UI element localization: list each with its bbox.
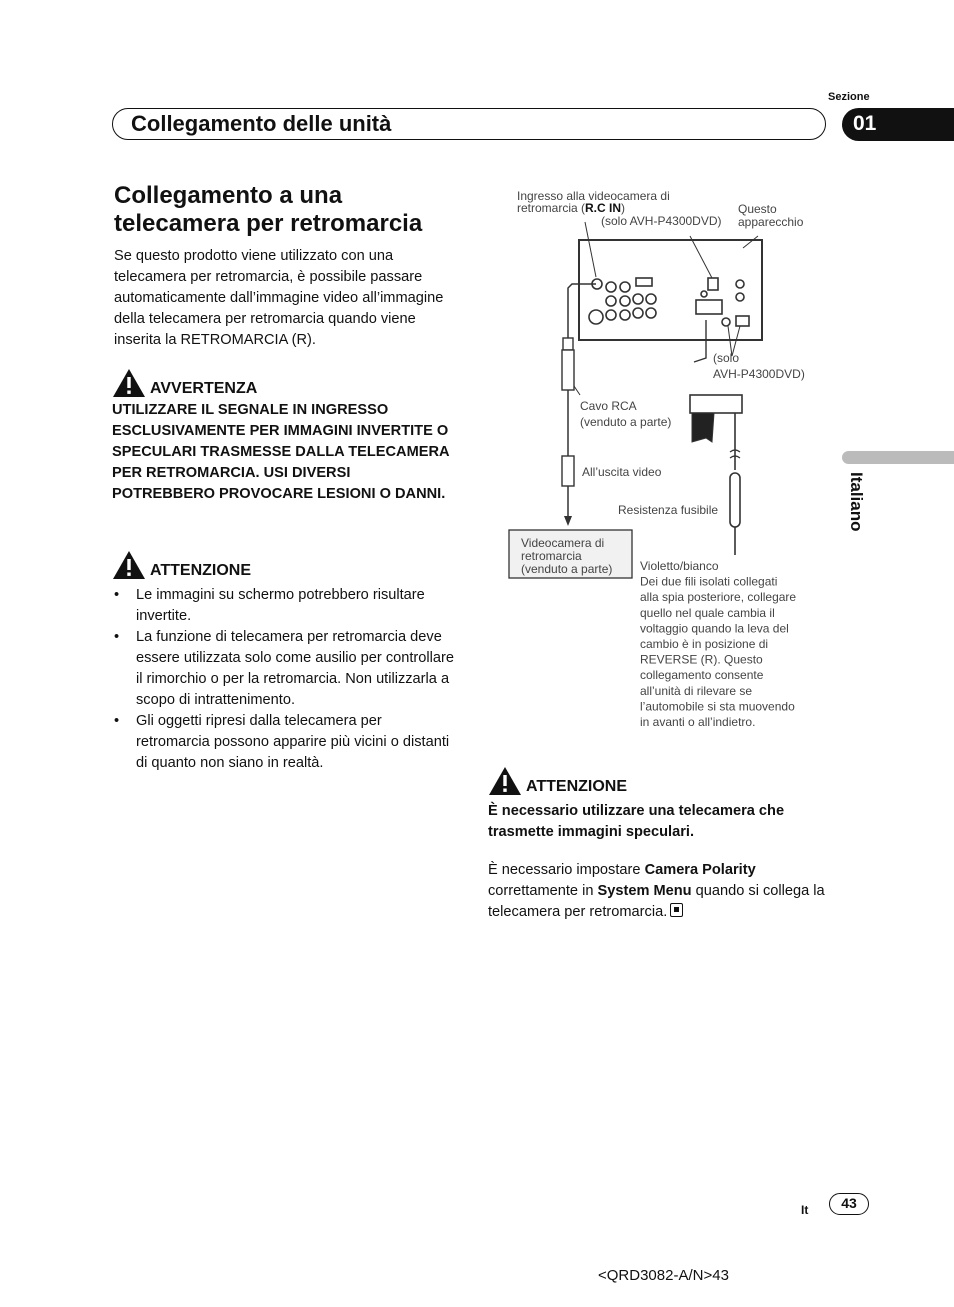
rc-input-label-2: retromarcia (R.C IN)	[517, 201, 626, 215]
head-unit-panel	[579, 240, 762, 340]
camera-polarity-term: Camera Polarity	[644, 862, 756, 878]
language-tab	[842, 451, 954, 464]
wire-line: collegamento consente	[640, 668, 764, 683]
end-of-section-icon	[670, 903, 683, 917]
language-code: It	[801, 1203, 809, 1217]
model-note-2: AVH-P4300DVD)	[713, 367, 805, 381]
page-title: Collegamento a una telecamera per retromarcia	[114, 182, 423, 237]
caution-text: È necessario utilizzare una telecamera che trasmette immagini speculari.	[488, 803, 785, 840]
unit-label: Questo	[738, 202, 777, 216]
wire-line: l’automobile si sta muovendo	[640, 699, 795, 714]
page-number: 43	[829, 1193, 869, 1215]
wire-line: REVERSE (R). Questo	[640, 652, 763, 667]
caution-triangle-icon	[488, 766, 522, 796]
wire-line: Violetto/bianco	[640, 559, 719, 573]
rca-cable-label: Cavo RCA	[580, 399, 637, 413]
wire-line: Dei due fili isolati collegati	[640, 574, 778, 589]
warning-block	[112, 368, 457, 505]
camera-label-3: (venduto a parte)	[521, 562, 613, 576]
model-note: (solo	[713, 351, 740, 365]
wire-line: all’unità di rilevare se	[640, 683, 753, 698]
intro-paragraph: Se questo prodotto viene utilizzato con una telecamera per retromarcia, è possibile passare automaticamente dall’immagine video all’immagine della telecamera per retromarcia quando viene inserita la RETROMARCIA (R).	[114, 248, 444, 348]
caution-item: • La funzione di telecamera per retromarcia deve essere utilizzata solo come ausilio per controllare il rimorchio o per la retromarcia. Non utilizzarla a scopo di intrattenimento.	[136, 627, 457, 711]
rc-input-label: Ingresso alla videocamera di	[517, 189, 670, 203]
caution-heading: ATTENZIONE	[150, 562, 252, 579]
warning-text: UTILIZZARE IL SEGNALE IN INGRESSO ESCLUSIVAMENTE PER IMMAGINI INVERTITE O SPECULARI TRASMESSE DALLA TELECAMERA PER RETROMARCIA. USI DIVERSI POTREBBERO PROVOCARE LESIONI O DANNI.	[112, 402, 450, 502]
wire-line: in avanti o all’indietro.	[640, 715, 756, 729]
rca-cable-label-2: (venduto a parte)	[580, 415, 672, 429]
language-label: Italiano	[847, 472, 866, 532]
wire-line: cambio è in posizione di	[640, 637, 769, 651]
document-code: <QRD3082-A/N>43	[598, 1267, 729, 1284]
caution-item: • Le immagini su schermo potrebbero risultare invertite.	[136, 585, 457, 627]
rc-input-model-note: (solo AVH-P4300DVD)	[601, 214, 722, 228]
section-number: 01	[842, 108, 954, 141]
note-text: correttamente in	[488, 883, 598, 899]
video-out-label: All’uscita video	[582, 465, 662, 479]
wire-description	[640, 559, 796, 729]
camera-caution-block	[488, 766, 833, 843]
system-menu-term: System Menu	[597, 883, 692, 899]
note-text: È necessario impostare	[488, 862, 645, 878]
wire-line: quello nel quale cambia il	[640, 605, 775, 620]
caution-item: • Gli oggetti ripresi dalla telecamera per retromarcia possono apparire più vicini o distanti di quanto non siano in realtà.	[136, 711, 457, 774]
caution-heading: ATTENZIONE	[526, 778, 628, 795]
note-text: quando si collega la telecamera per retromarcia.	[488, 883, 825, 920]
caution-triangle-icon	[112, 550, 146, 580]
fuse-label: Resistenza fusibile	[618, 503, 719, 517]
camera-polarity-note	[488, 860, 833, 923]
chapter-title: Collegamento delle unità	[131, 111, 392, 136]
unit-label-2: apparecchio	[738, 215, 804, 229]
warning-heading: AVVERTENZA	[150, 380, 258, 397]
wiring-diagram	[500, 180, 830, 740]
warning-triangle-icon	[112, 368, 146, 398]
camera-label-2: retromarcia	[521, 549, 582, 563]
camera-label: Videocamera di	[521, 536, 605, 550]
wire-line: voltaggio quando la leva del	[640, 621, 789, 636]
caution-list	[112, 585, 457, 774]
wire-line: alla spia posteriore, collegare	[640, 590, 797, 605]
caution-block	[112, 550, 457, 774]
section-label: Sezione	[828, 91, 870, 103]
